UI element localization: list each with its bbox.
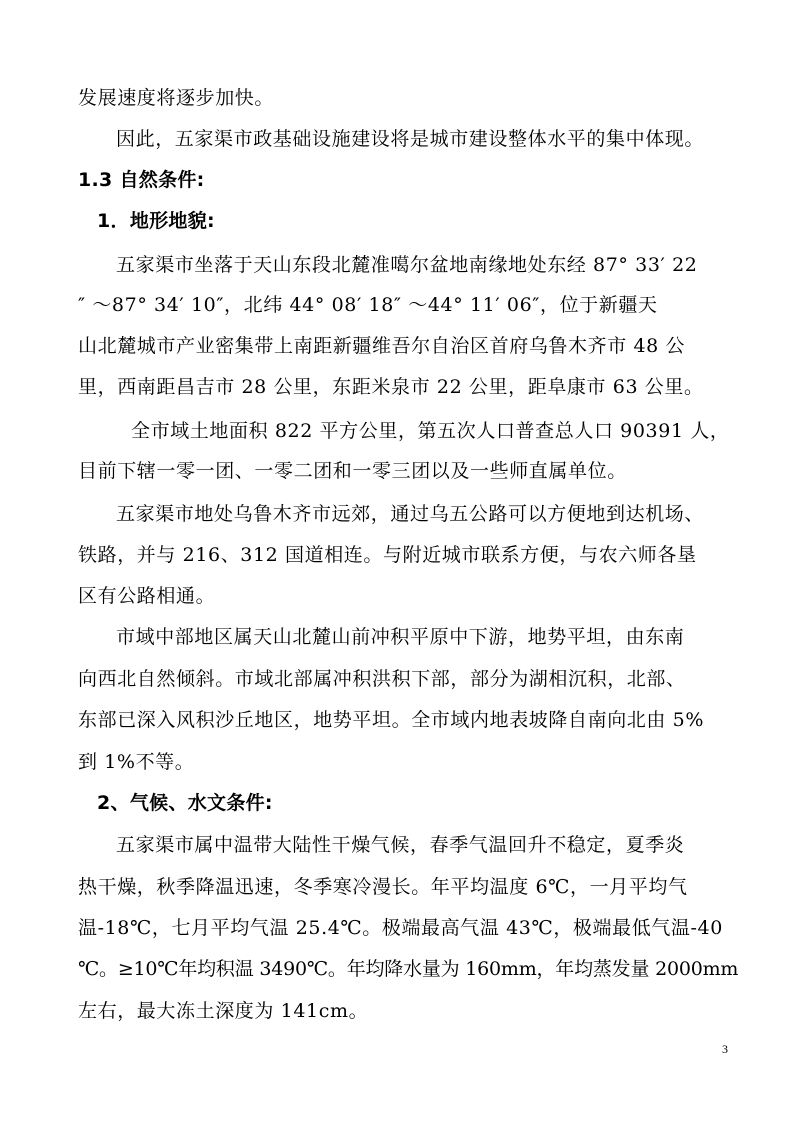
subsection-heading: 2、气候、水文条件: <box>97 792 273 814</box>
body-line: 东部已深入风积沙丘地区，地势平坦。全市域内地表坡降自南向北由 5% <box>78 709 704 731</box>
body-line: 五家渠市地处乌鲁木齐市远郊，通过乌五公路可以方便地到达机场、 <box>116 503 705 525</box>
body-line: 里，西南距昌吉市 28 公里，东距米泉市 22 公里，距阜康市 63 公里。 <box>78 376 704 398</box>
body-line: 五家渠市坐落于天山东段北麓准噶尔盆地南缘地处东经 87° 33′ 22 <box>116 254 698 276</box>
body-line: 温-18℃，七月平均气温 25.4℃。极端最高气温 43℃，极端最低气温-40 <box>78 917 723 939</box>
body-line: 铁路，并与 216、312 国道相连。与附近城市联系方便，与农六师各垦 <box>78 544 697 566</box>
body-line: 因此，五家渠市政基础设施建设将是城市建设整体水平的集中体现。 <box>116 128 705 150</box>
body-line: 山北麓城市产业密集带上南距新疆维吾尔自治区首府乌鲁木齐市 48 公 <box>78 335 686 357</box>
body-line: 左右，最大冻土深度为 141cm。 <box>78 1000 369 1022</box>
body-line: 到 1%不等。 <box>78 751 195 773</box>
body-line: 区有公路相通。 <box>78 585 216 607</box>
page-number: 3 <box>722 1042 728 1056</box>
body-line: 发展速度将逐步加快。 <box>78 87 275 109</box>
body-line: ″ ～87° 34′ 10″，北纬 44° 08′ 18″ ～44° 11′ 06″，位于新疆天 <box>78 294 658 316</box>
subsection-heading: 1．地形地貌: <box>97 210 215 232</box>
body-line: 目前下辖一零一团、一零二团和一零三团以及一些师直属单位。 <box>78 460 627 482</box>
body-line: 全市域土地面积 822 平方公里，第五次人口普查总人口 90391 人， <box>131 420 730 442</box>
body-line: 市域中部地区属天山北麓山前冲积平原中下游，地势平坦，由东南 <box>116 626 685 648</box>
section-heading: 1.3 自然条件: <box>78 169 205 191</box>
body-line: ℃。≥10℃年均积温 3490℃。年均降水量为 160mm，年均蒸发量 2000mm <box>78 958 739 980</box>
body-line: 热干燥，秋季降温迅速，冬季寒冷漫长。年平均温度 6℃，一月平均气 <box>78 876 688 898</box>
body-line: 向西北自然倾斜。市域北部属冲积洪积下部，部分为湖相沉积，北部、 <box>78 668 686 690</box>
body-line: 五家渠市属中温带大陆性干燥气候，春季气温回升不稳定，夏季炎 <box>116 834 685 856</box>
